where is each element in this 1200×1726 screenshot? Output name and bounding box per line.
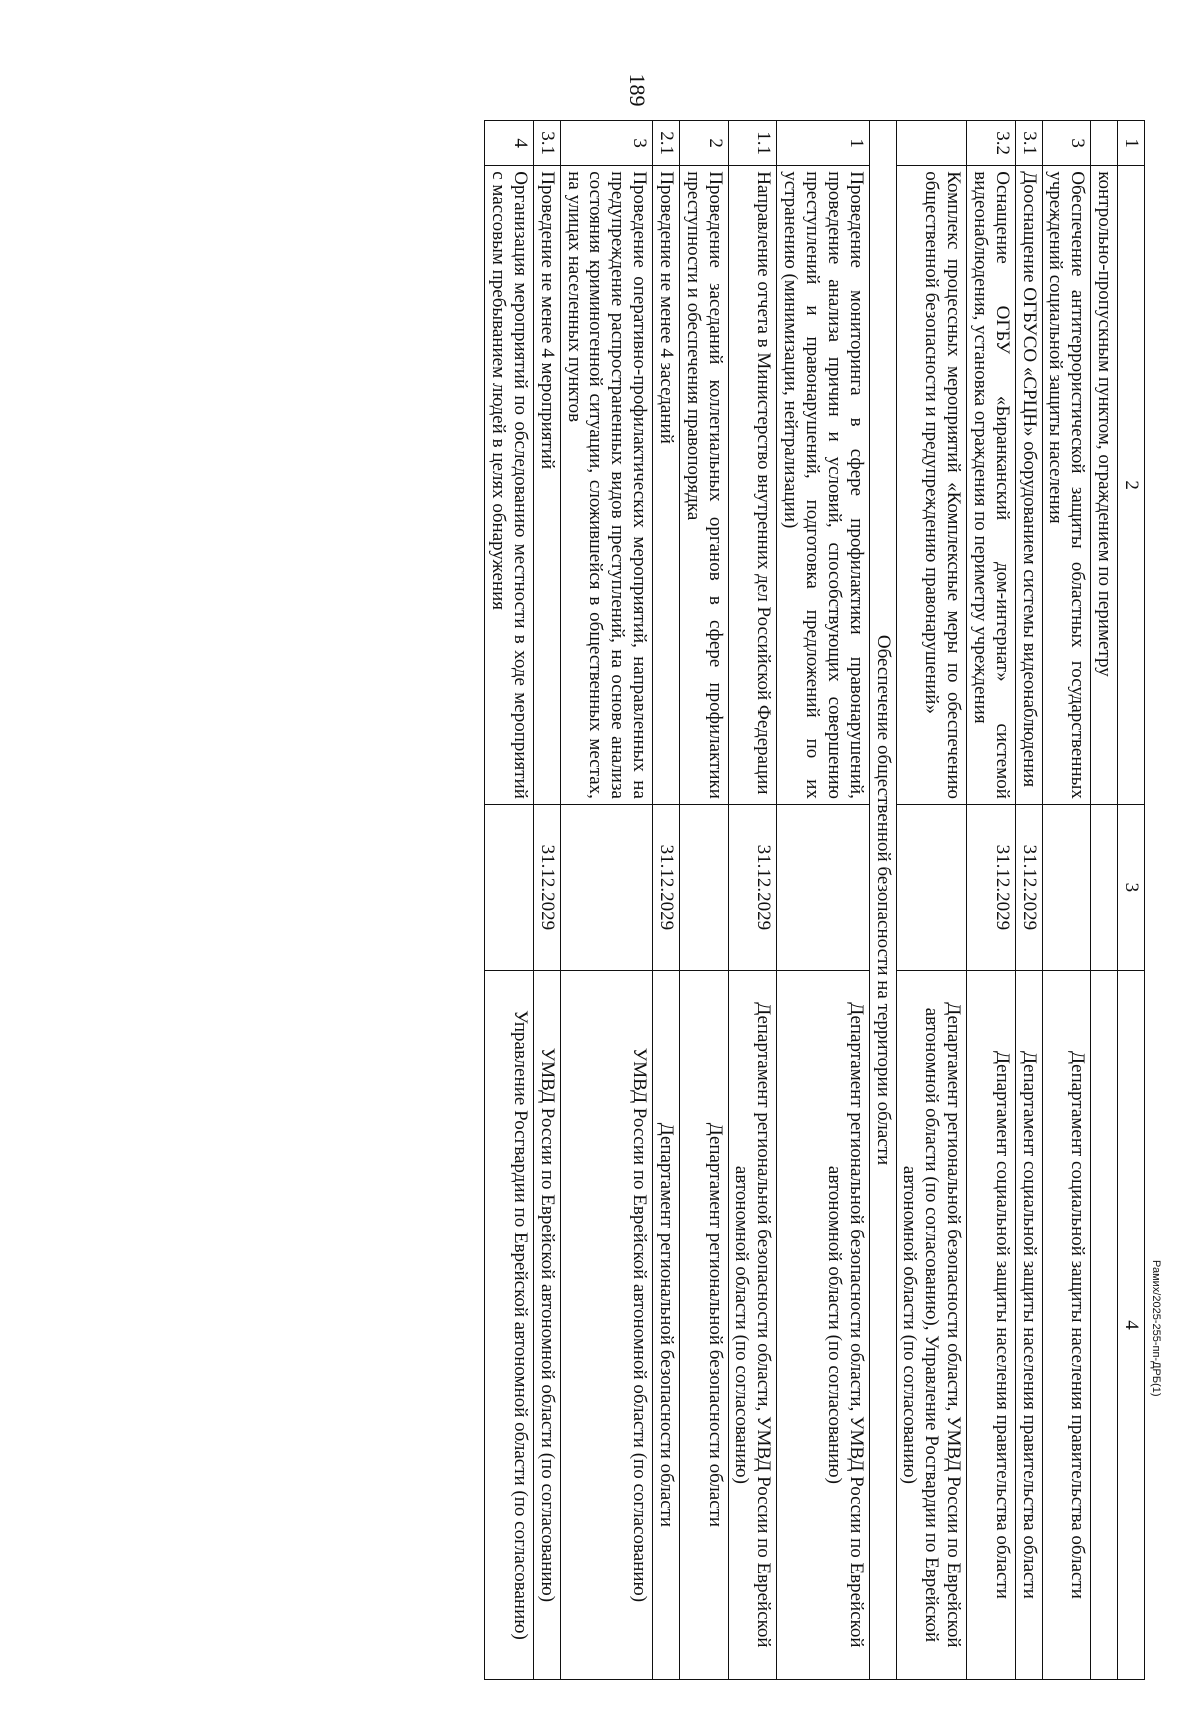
row-executor: Департамент региональной безопасности области bbox=[679, 970, 728, 1679]
row-number: 2 bbox=[679, 121, 728, 166]
rotated-table-area bbox=[190, 120, 1145, 1680]
table-body bbox=[485, 121, 1118, 1680]
section-title: Обеспечение общественной безопасности на территории области bbox=[869, 121, 896, 1680]
table-row bbox=[485, 121, 534, 1680]
row-measure: Проведение мониторинга в сфере профилактики правонарушений, проведение анализа причин и условий, способствующих совершению преступлений и правонарушений, подготовка предложений по их устранению (минимизации, нейтрализации) bbox=[777, 166, 869, 805]
row-number: 3.1 bbox=[533, 121, 560, 166]
table-row bbox=[653, 121, 680, 1680]
row-measure: Дооснащение ОГБУСО «СРЦН» оборудованием системы видеонаблюдения bbox=[1015, 166, 1042, 805]
header-col-3: 3 bbox=[1118, 804, 1145, 970]
row-date bbox=[560, 804, 652, 970]
row-number: 1.1 bbox=[728, 121, 777, 166]
row-measure: Оснащение ОГБУ «Биранканский дом-интернат» системой видеонаблюдения, установка ограждения по периметру учреждения bbox=[967, 166, 1016, 805]
row-number bbox=[1091, 121, 1118, 166]
header-col-2: 2 bbox=[1118, 166, 1145, 805]
row-date bbox=[485, 804, 534, 970]
header-col-4: 4 bbox=[1118, 970, 1145, 1679]
table-row bbox=[967, 121, 1016, 1680]
table-row bbox=[560, 121, 652, 1680]
row-date bbox=[1091, 804, 1118, 970]
footer-code: Рамих/2025-255-пп-ДРБ(1) bbox=[1150, 1260, 1162, 1397]
row-executor: Департамент региональной безопасности области bbox=[653, 970, 680, 1679]
table-section-row bbox=[869, 121, 896, 1680]
row-date: 31.12.2029 bbox=[728, 804, 777, 970]
table-row bbox=[777, 121, 869, 1680]
row-number: 4 bbox=[485, 121, 534, 166]
row-measure: Направление отчета в Министерство внутренних дел Российской Федерации bbox=[728, 166, 777, 805]
table-row bbox=[679, 121, 728, 1680]
row-measure: Комплекс процессных мероприятий «Комплексные меры по обеспечению общественной безопасности и предупреждению правонарушений» bbox=[896, 166, 967, 805]
row-measure: Проведение не менее 4 мероприятий bbox=[533, 166, 560, 805]
row-executor bbox=[1091, 970, 1118, 1679]
row-executor: Департамент региональной безопасности области, УМВД России по Еврейской автономной области (по согласованию) bbox=[777, 970, 869, 1679]
row-measure: Организация мероприятий по обследованию местности в ходе мероприятий с массовым пребыванием людей в целях обнаружения bbox=[485, 166, 534, 805]
table-row bbox=[896, 121, 967, 1680]
row-measure: Обеспечение антитеррористической защиты областных государственных учреждений социальной защиты населения bbox=[1042, 166, 1091, 805]
row-executor: Департамент региональной безопасности области, УМВД России по Еврейской автономной области (по согласованию) bbox=[728, 970, 777, 1679]
row-date bbox=[896, 804, 967, 970]
row-date bbox=[1042, 804, 1091, 970]
table-row bbox=[728, 121, 777, 1680]
row-number: 3.1 bbox=[1015, 121, 1042, 166]
row-date: 31.12.2029 bbox=[967, 804, 1016, 970]
row-date bbox=[777, 804, 869, 970]
row-executor: Департамент региональной безопасности области, УМВД России по Еврейской автономной области (по согласованию), Управление Росгвардии по Еврейской автономной области (по согласованию) bbox=[896, 970, 967, 1679]
row-number bbox=[896, 121, 967, 166]
row-executor: Департамент социальной защиты населения правительства области bbox=[1015, 970, 1042, 1679]
row-executor: Управление Росгвардии по Еврейской автономной области (по согласованию) bbox=[485, 970, 534, 1679]
table-row bbox=[1015, 121, 1042, 1680]
row-executor: Департамент социальной защиты населения правительства области bbox=[1042, 970, 1091, 1679]
row-number: 3 bbox=[1042, 121, 1091, 166]
row-number: 2.1 bbox=[653, 121, 680, 166]
row-date bbox=[679, 804, 728, 970]
row-date: 31.12.2029 bbox=[653, 804, 680, 970]
table-row bbox=[1091, 121, 1118, 1680]
table-row bbox=[533, 121, 560, 1680]
row-executor: Департамент социальной защиты населения правительства области bbox=[967, 970, 1016, 1679]
row-measure: Проведение оперативно-профилактических мероприятий, направленных на предупреждение распространенных видов преступлений, на основе анализа состояния криминогенной ситуации, сложившейся в общественных местах, на улицах населенных пунктов bbox=[560, 166, 652, 805]
measures-table bbox=[484, 120, 1145, 1680]
row-number: 3 bbox=[560, 121, 652, 166]
table-header-row bbox=[1118, 121, 1145, 1680]
row-executor: УМВД России по Еврейской автономной области (по согласованию) bbox=[560, 970, 652, 1679]
row-executor: УМВД России по Еврейской автономной области (по согласованию) bbox=[533, 970, 560, 1679]
row-number: 3.2 bbox=[967, 121, 1016, 166]
page-number: 189 bbox=[625, 73, 650, 107]
header-col-1: 1 bbox=[1118, 121, 1145, 166]
row-date: 31.12.2029 bbox=[1015, 804, 1042, 970]
row-measure: контрольно-пропускным пунктом, ограждением по периметру bbox=[1091, 166, 1118, 805]
table-row bbox=[1042, 121, 1091, 1680]
row-measure: Проведение не менее 4 заседаний bbox=[653, 166, 680, 805]
row-number: 1 bbox=[777, 121, 869, 166]
row-date: 31.12.2029 bbox=[533, 804, 560, 970]
row-measure: Проведение заседаний коллегиальных органов в сфере профилактики преступности и обеспечения правопорядка bbox=[679, 166, 728, 805]
